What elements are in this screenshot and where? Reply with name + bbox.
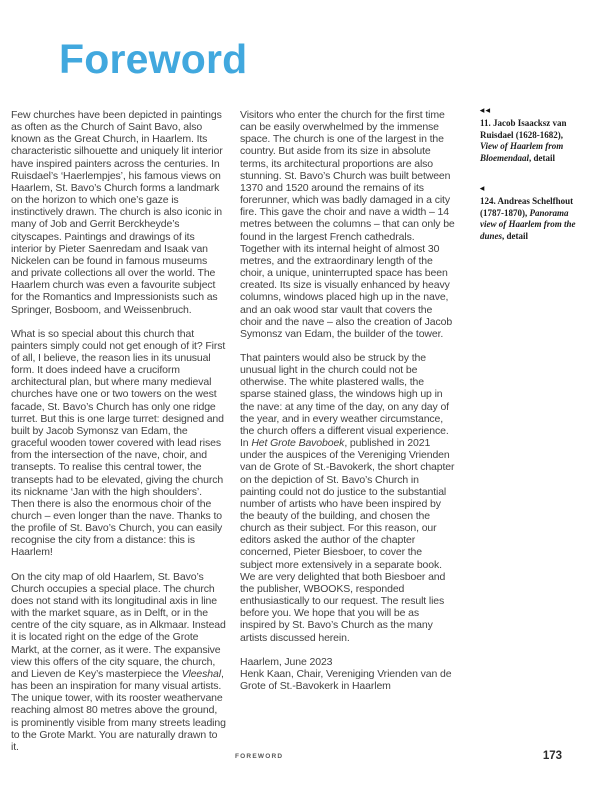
image-caption bbox=[480, 108, 580, 164]
caption-back-arrow-icon: ◀◀ bbox=[480, 108, 492, 114]
page-title: Foreword bbox=[59, 36, 248, 82]
italic-text-run: View of Haarlem from Bloemendaal bbox=[480, 141, 564, 163]
paragraph bbox=[11, 571, 226, 753]
paragraph bbox=[11, 109, 226, 316]
paragraph bbox=[240, 668, 455, 692]
text-run: Few churches have been depicted in paintings as often as the Church of Saint Bavo, also known as the Great Church, in Haarlem. Its characteristic silhouette and uniquely lit interior have inspired painters across the centuries. In Ruisdael’s ‘Haerlempjes’, his famous views on Haarlem, St. Bavo’s Church forms a landmark on the horizon to which one’s gaze is instinctively drawn. The church is also iconic in many of Job and Gerrit Berckheyde’s cityscapes. Paintings and drawings of its interior by Pieter Saenredam and Isaak van Nickelen can be found in famous museums and private collections all over the world. The Haarlem church was even a favourite subject for the Romantics and Impressionists such as Springer, Bosboom, and Weissenbruch. bbox=[11, 109, 223, 316]
paragraph bbox=[240, 109, 455, 340]
text-run: What is so special about this church that painters simply could not get enough of it? First of all, I believe, the reason lies in its unusual form. It does indeed have a cruciform architectural plan, but where many medieval churches have one or two towers on the west facade, St. Bavo’s Church has only one ridge turret. But this is one large turret: designed and built by Jacob Symonsz van Edam, the graceful wooden tower covered with lead rises from the intersection of the nave, choir, and transepts. To realise this central tower, the transepts had to be elevated, giving the church its nickname ‘Jan with the high shoulders’. Then there is also the enormous choir of the church – even longer than the nave. Thanks to the profile of St. Bavo’s Church, you can easily recognise the city from a distance: this is Haarlem! bbox=[11, 327, 226, 559]
paragraph bbox=[11, 328, 226, 559]
italic-text-run: Het Grote Bavoboek bbox=[251, 437, 345, 450]
running-footer-label: FOREWORD bbox=[235, 753, 284, 760]
caption-sidebar bbox=[480, 108, 580, 242]
image-caption bbox=[480, 186, 580, 242]
paragraph bbox=[240, 656, 455, 668]
text-run: , published in 2021 under the auspices of the Vereniging Vrienden van de Grote of St.-Bavokerk, the short chapter on the depiction of St. Bavo’s Church in painting could not do justice to the substantial number of artists who have been inspired by the beauty of the building, and chosen the church as their subject. For this reason, our editors asked the author of the chapter concerned, Pieter Biesboer, to cover the subject more extensively in a separate book. We are very delighted that both Biesboer and the publisher, WBOOKS, responded enthusiastically to our request. The result lies before you. We hope that you will be as inspired by St. Bavo’s Church as the many artists discussed herein. bbox=[240, 437, 455, 644]
caption-text bbox=[480, 118, 580, 164]
text-run: , has been an inspiration for many visual artists. The unique tower, with its rooster weathervane reaching almost 80 metres above the ground, is prominently visible from many streets leading to the Grote Markt. You are naturally drawn to it. bbox=[11, 667, 226, 753]
paragraph bbox=[240, 352, 455, 644]
left-text-column bbox=[11, 109, 226, 753]
caption-text bbox=[480, 196, 580, 242]
italic-text-run: Panorama view of Haarlem from the dunes bbox=[480, 207, 576, 241]
text-run: Henk Kaan, Chair, Vereniging Vrienden van de Grote of St.-Bavokerk in Haarlem bbox=[240, 667, 452, 693]
right-text-column bbox=[240, 109, 455, 692]
page-number: 173 bbox=[542, 750, 562, 762]
text-run: , detail bbox=[502, 230, 529, 241]
caption-back-arrow-icon: ◀ bbox=[480, 186, 486, 192]
text-run: That painters would also be struck by the unusual light in the church could not be otherwise. The white plastered walls, the sparse stained glass, the windows high up in the nave: at any time of the day, on any day of the year, and in every weather circumstance, the church offers a different visual experience. In bbox=[240, 351, 449, 450]
italic-text-run: Vleeshal bbox=[181, 667, 221, 680]
text-run: Haarlem, June 2023 bbox=[240, 655, 333, 668]
text-run: , detail bbox=[529, 152, 555, 163]
text-run: 124. Andreas Schelfhout (1787-1870), bbox=[480, 196, 574, 218]
text-run: Visitors who enter the church for the first time can be easily overwhelmed by the immense space. The church is one of the largest in the country. But aside from its size in absolute terms, its architectural proportions are also stunning. St. Bavo’s Church was built between 1370 and 1520 around the remains of its forerunner, which was badly damaged in a city fire. This gave the choir and nave a width – 14 metres between the columns – that can only be found in the largest French cathedrals. Together with its internal height of almost 30 metres, and the extraordinary length of the choir, a unique, uninterrupted space has been created. Its size is visually enhanced by heavy columns, windows placed high up in the nave, and an oak wood star vault that covers the choir and the nave – also the creation of Jacob Symonsz van Edam, the builder of the tower. bbox=[240, 109, 455, 340]
text-run: On the city map of old Haarlem, St. Bavo’s Church occupies a special place. The church does not stand with its longitudinal axis in line with the market square, as in Delft, or in the centre of the city square, as in Alkmaar. Instead it is located right on the edge of the Grote Markt, at the corner, as it were. The expansive view this offers of the city square, the church, and Lieven de Key’s masterpiece the bbox=[11, 570, 226, 680]
text-run: 11. Jacob Isaacksz van Ruisdael (1628-1682), bbox=[480, 118, 567, 140]
